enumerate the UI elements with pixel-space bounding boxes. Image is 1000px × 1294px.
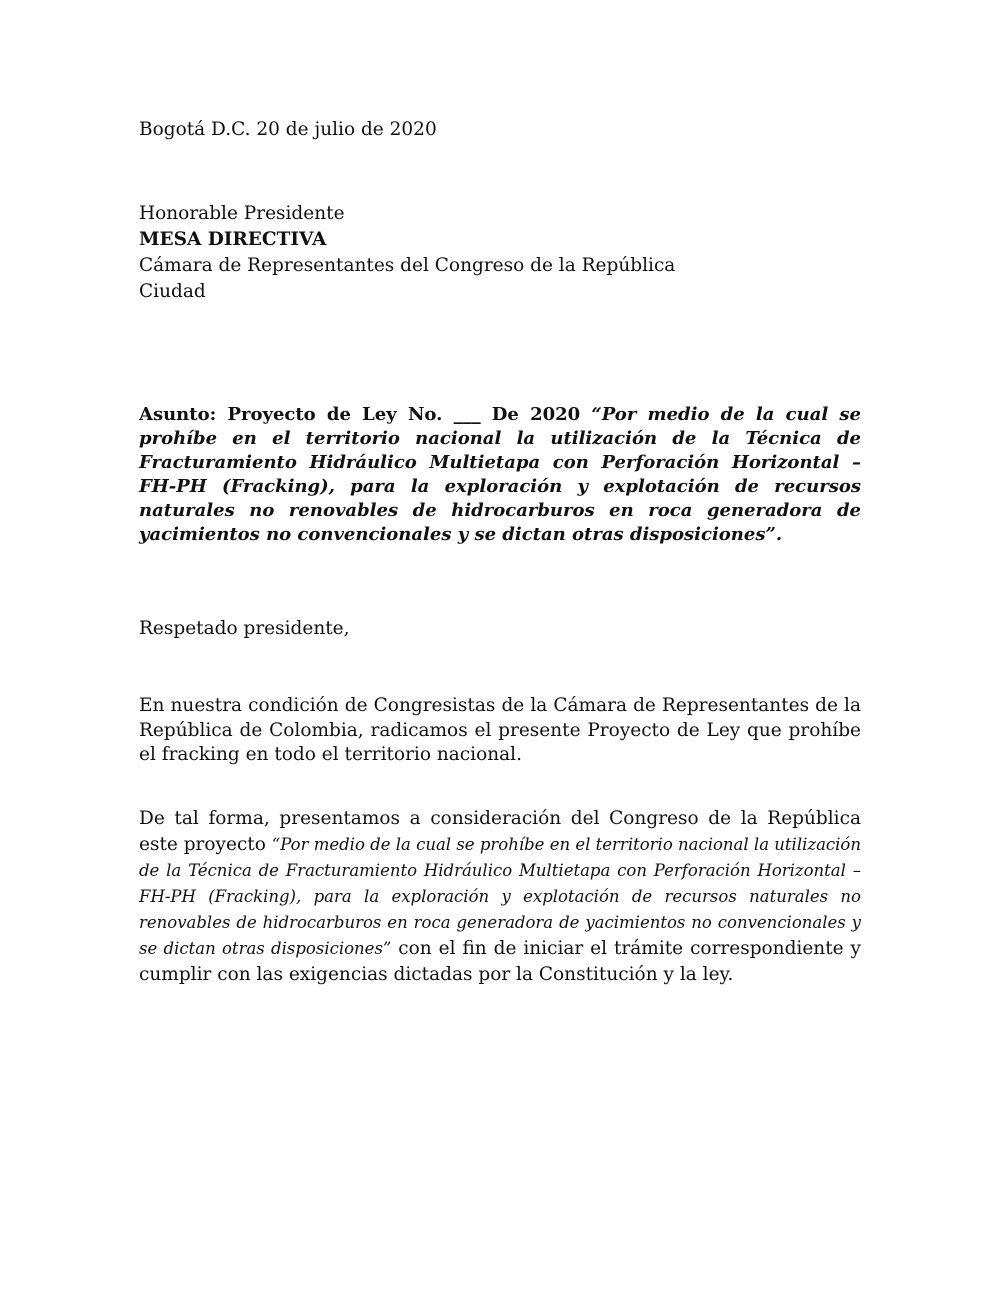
body-paragraph-1: En nuestra condición de Congresistas de la Cámara de Representantes de la República de Colombia, radicamos el presente Proyecto de Ley que prohíbe el fracking en todo el territorio nacional. <box>139 695 861 765</box>
subject-prefix: Asunto: Proyecto de Ley No. ___ De 2020 <box>139 404 592 425</box>
subject-paragraph <box>139 403 861 547</box>
subject-title: “Por medio de la cual se prohíbe en el territorio nacional la utilización de la Técnica de Fracturamiento Hidráulico Multietapa con Perforación Horizontal – FH-PH (Fracking), para la exploración y explotación de recursos naturales no renovables de hidrocarburos en roca generadora de yacimientos no convencionales y se dictan otras disposiciones”. <box>139 404 862 545</box>
body-paragraph-2 <box>139 806 861 988</box>
paragraph2-tail: con el fin de iniciar el trámite correspondiente y cumplir con las exigencias dictadas por la Constitución y la ley. <box>139 938 861 985</box>
recipient-block <box>139 201 861 305</box>
greeting: Respetado presidente, <box>139 618 350 639</box>
recipient-institution: Cámara de Representantes del Congreso de la República <box>139 255 676 276</box>
date-line: Bogotá D.C. 20 de julio de 2020 <box>139 119 437 140</box>
recipient-title: Honorable Presidente <box>139 203 345 224</box>
recipient-city: Ciudad <box>139 281 206 302</box>
paragraph2-lead: De tal forma, presentamos a consideración del Congreso de la República este proyecto <box>139 808 861 855</box>
paragraph2-quoted-title: “Por medio de la cual se prohíbe en el territorio nacional la utilización de la Técnica de Fracturamiento Hidráulico Multietapa con Perforación Horizontal – FH-PH (Fracking), para la exploración y explotación de recursos naturales no renovables de hidrocarburos en roca generadora de yacimientos no convencionales y se dictan otras disposiciones” <box>139 835 861 958</box>
recipient-body-name: MESA DIRECTIVA <box>139 229 327 250</box>
